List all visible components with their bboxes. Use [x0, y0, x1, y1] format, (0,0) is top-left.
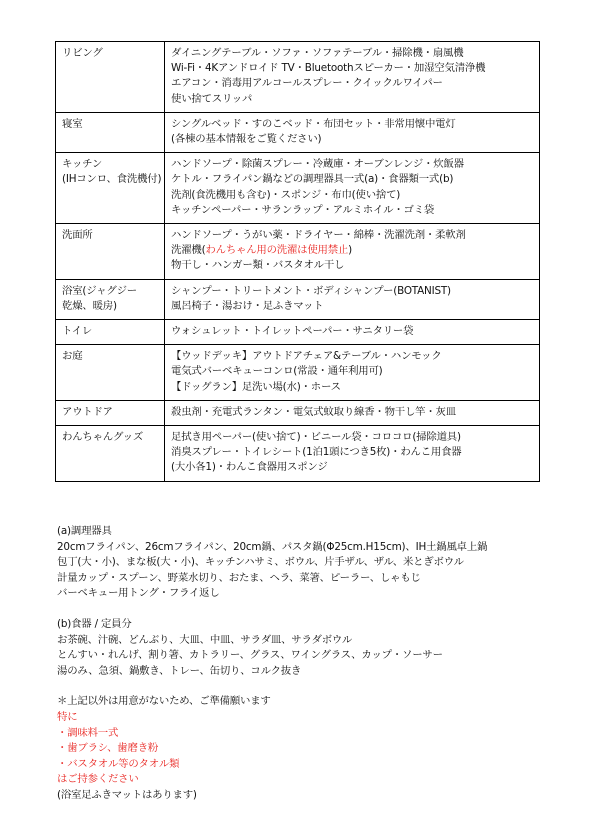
tableware-line: とんすい・れんげ、割り箸、カトラリー、グラス、ワイングラス、カップ・ソーサー [57, 649, 443, 662]
area-label: 乾燥、暖房) [62, 299, 117, 312]
notice-red-line: ・バスタオル等のタオル類 [57, 757, 180, 770]
item-text: ダイニングテーブル・ソファ・ソファテーブル・掃除機・扇風機 [171, 47, 464, 59]
cookware-line: 計量カップ・スプーン、野菜水切り、おたま、ヘラ、菜箸、ピーラー、しゃもじ [57, 571, 421, 584]
item-line [171, 228, 534, 243]
item-text: 使い捨てスリッパ [171, 92, 253, 105]
item-text: ハンドソープ・除菌スプレー・冷蔵庫・オーブンレンジ・炊飯器 [171, 158, 464, 171]
item-text: 【ウッドデッキ】アウトドアチェア&テーブル・ハンモック [171, 350, 442, 363]
table-row [56, 320, 540, 345]
item-line [171, 380, 534, 395]
item-line [171, 188, 534, 203]
area-cell [56, 400, 165, 425]
items-cell [165, 345, 540, 401]
table-row [56, 42, 540, 113]
area-label: 浴室(ジャグジー [62, 284, 137, 297]
tableware-notes [57, 617, 547, 679]
item-text: ) [348, 244, 352, 257]
item-line [171, 132, 534, 147]
item-line [171, 157, 534, 172]
item-text: シャンプー・トリートメント・ボディシャンプー(BOTANIST) [171, 284, 451, 297]
item-text: エアコン・消毒用アルコールスプレー・クイックルワイパー [171, 77, 443, 90]
notice-footer: (浴室足ふきマットはあります) [57, 788, 197, 801]
tableware-title: (b)食器 / 定員分 [57, 617, 132, 630]
item-text: (大小各1)・わんこ食器用スポンジ [171, 461, 328, 474]
notice-intro: ＊上記以外は用意がないため、ご準備願います [57, 695, 271, 708]
item-text: ウォシュレット・トイレットペーパー・サニタリー袋 [171, 325, 414, 338]
notice-red-line: ・調味料一式 [57, 726, 119, 739]
item-text: 風呂椅子・湯おけ・足ふきマット [171, 299, 324, 312]
item-text: 足拭き用ペーパー(使い捨て)・ビニール袋・コロコロ(掃除道具) [171, 431, 461, 444]
item-line [171, 405, 534, 420]
item-line [171, 92, 534, 107]
item-text: 【ドッグラン】足洗い場(水)・ホース [171, 380, 341, 393]
item-line [171, 76, 534, 91]
item-line [171, 258, 534, 273]
items-cell [165, 153, 540, 224]
area-label: 寝室 [62, 117, 83, 130]
items-cell [165, 279, 540, 319]
items-cell [165, 400, 540, 425]
area-cell [56, 42, 165, 113]
items-cell [165, 320, 540, 345]
item-line [171, 243, 534, 258]
notes-section [57, 524, 547, 804]
item-line [171, 203, 534, 218]
table-row [56, 153, 540, 224]
notice-red-line: 特に [57, 710, 78, 723]
area-label: トイレ [62, 325, 93, 338]
area-cell [56, 112, 165, 152]
area-cell [56, 224, 165, 280]
cookware-title: (a)調理器具 [57, 525, 112, 537]
item-text: 殺虫剤・充電式ランタン・電気式蚊取り線香・物干し竿・灰皿 [171, 405, 456, 418]
item-text: 洗濯機( [171, 244, 206, 257]
notice-red-line: はご持参ください [57, 773, 139, 786]
item-line [171, 430, 534, 445]
item-text: Wi-Fi・4Kアンドロイド TV・Bluetoothスピーカー・加湿空気清浄機 [171, 62, 486, 75]
area-label: 洗面所 [62, 229, 93, 242]
item-line [171, 117, 534, 132]
area-cell [56, 426, 165, 482]
cookware-line: バーベキュー用トング・フライ返し [57, 587, 220, 600]
items-cell [165, 224, 540, 280]
area-label: わんちゃんグッズ [62, 431, 144, 444]
tableware-line: お茶碗、汁碗、どんぶり、大皿、中皿、サラダ皿、サラダボウル [57, 633, 353, 646]
item-text: 消臭スプレー・トイレシート(1泊1頭につき5枚)・わんこ用食器 [171, 446, 462, 459]
area-label: アウトドア [62, 405, 113, 418]
item-text: 電気式バーベキューコンロ(常設・通年利用可) [171, 365, 383, 378]
table-row [56, 279, 540, 319]
table-row [56, 112, 540, 152]
item-line [171, 364, 534, 379]
item-text: 物干し・ハンガー類・バスタオル干し [171, 259, 345, 272]
table-row [56, 345, 540, 401]
item-line [171, 61, 534, 76]
item-text: (各棟の基本情報をご覧ください) [171, 133, 322, 146]
item-text: キッチンペーパー・サランラップ・アルミホイル・ゴミ袋 [171, 203, 435, 216]
table-row [56, 400, 540, 425]
table-row [56, 224, 540, 280]
area-cell [56, 320, 165, 345]
item-line [171, 299, 534, 314]
bring-notice [57, 694, 547, 803]
item-text: シングルベッド・すのこベッド・布団セット・非常用懐中電灯 [171, 117, 456, 130]
cookware-line: 包丁(大・小)、まな板(大・小)、キッチンハサミ、ボウル、片手ザル、ザル、米とぎボウル [57, 556, 464, 569]
item-text: 洗剤(食洗機用も含む)・スポンジ・布巾(使い捨て) [171, 188, 401, 201]
area-cell [56, 345, 165, 401]
item-text: ケトル・フライパン鍋などの調理器具一式(a)・食器類一式(b) [171, 173, 454, 186]
area-cell [56, 279, 165, 319]
item-line [171, 445, 534, 460]
item-line [171, 46, 534, 61]
area-label: お庭 [62, 350, 83, 363]
cookware-notes [57, 524, 547, 602]
tableware-line: 湯のみ、急須、鍋敷き、トレー、缶切り、コルク抜き [57, 664, 302, 677]
notice-red-line: ・歯ブラシ、歯磨き粉 [57, 742, 159, 755]
items-cell [165, 42, 540, 113]
area-label: キッチン [62, 158, 103, 171]
amenities-table [55, 41, 540, 482]
item-line [171, 172, 534, 187]
items-cell [165, 112, 540, 152]
item-text: ハンドソープ・うがい薬・ドライヤー・綿棒・洗濯洗剤・柔軟剤 [171, 229, 466, 242]
table-row [56, 426, 540, 482]
cookware-line: 20cmフライパン、26cmフライパン、20cm鍋、パスタ鍋(Φ25cm.H15cm)、IH土鍋風卓上鍋 [57, 540, 488, 553]
items-cell [165, 426, 540, 482]
item-line [171, 460, 534, 475]
area-label: リビング [62, 47, 103, 59]
item-line [171, 349, 534, 364]
area-label: (IHコンロ、食洗機付) [62, 173, 162, 186]
warning-text: わんちゃん用の洗濯は使用禁止 [205, 244, 349, 257]
item-line [171, 324, 534, 339]
item-line [171, 284, 534, 299]
area-cell [56, 153, 165, 224]
